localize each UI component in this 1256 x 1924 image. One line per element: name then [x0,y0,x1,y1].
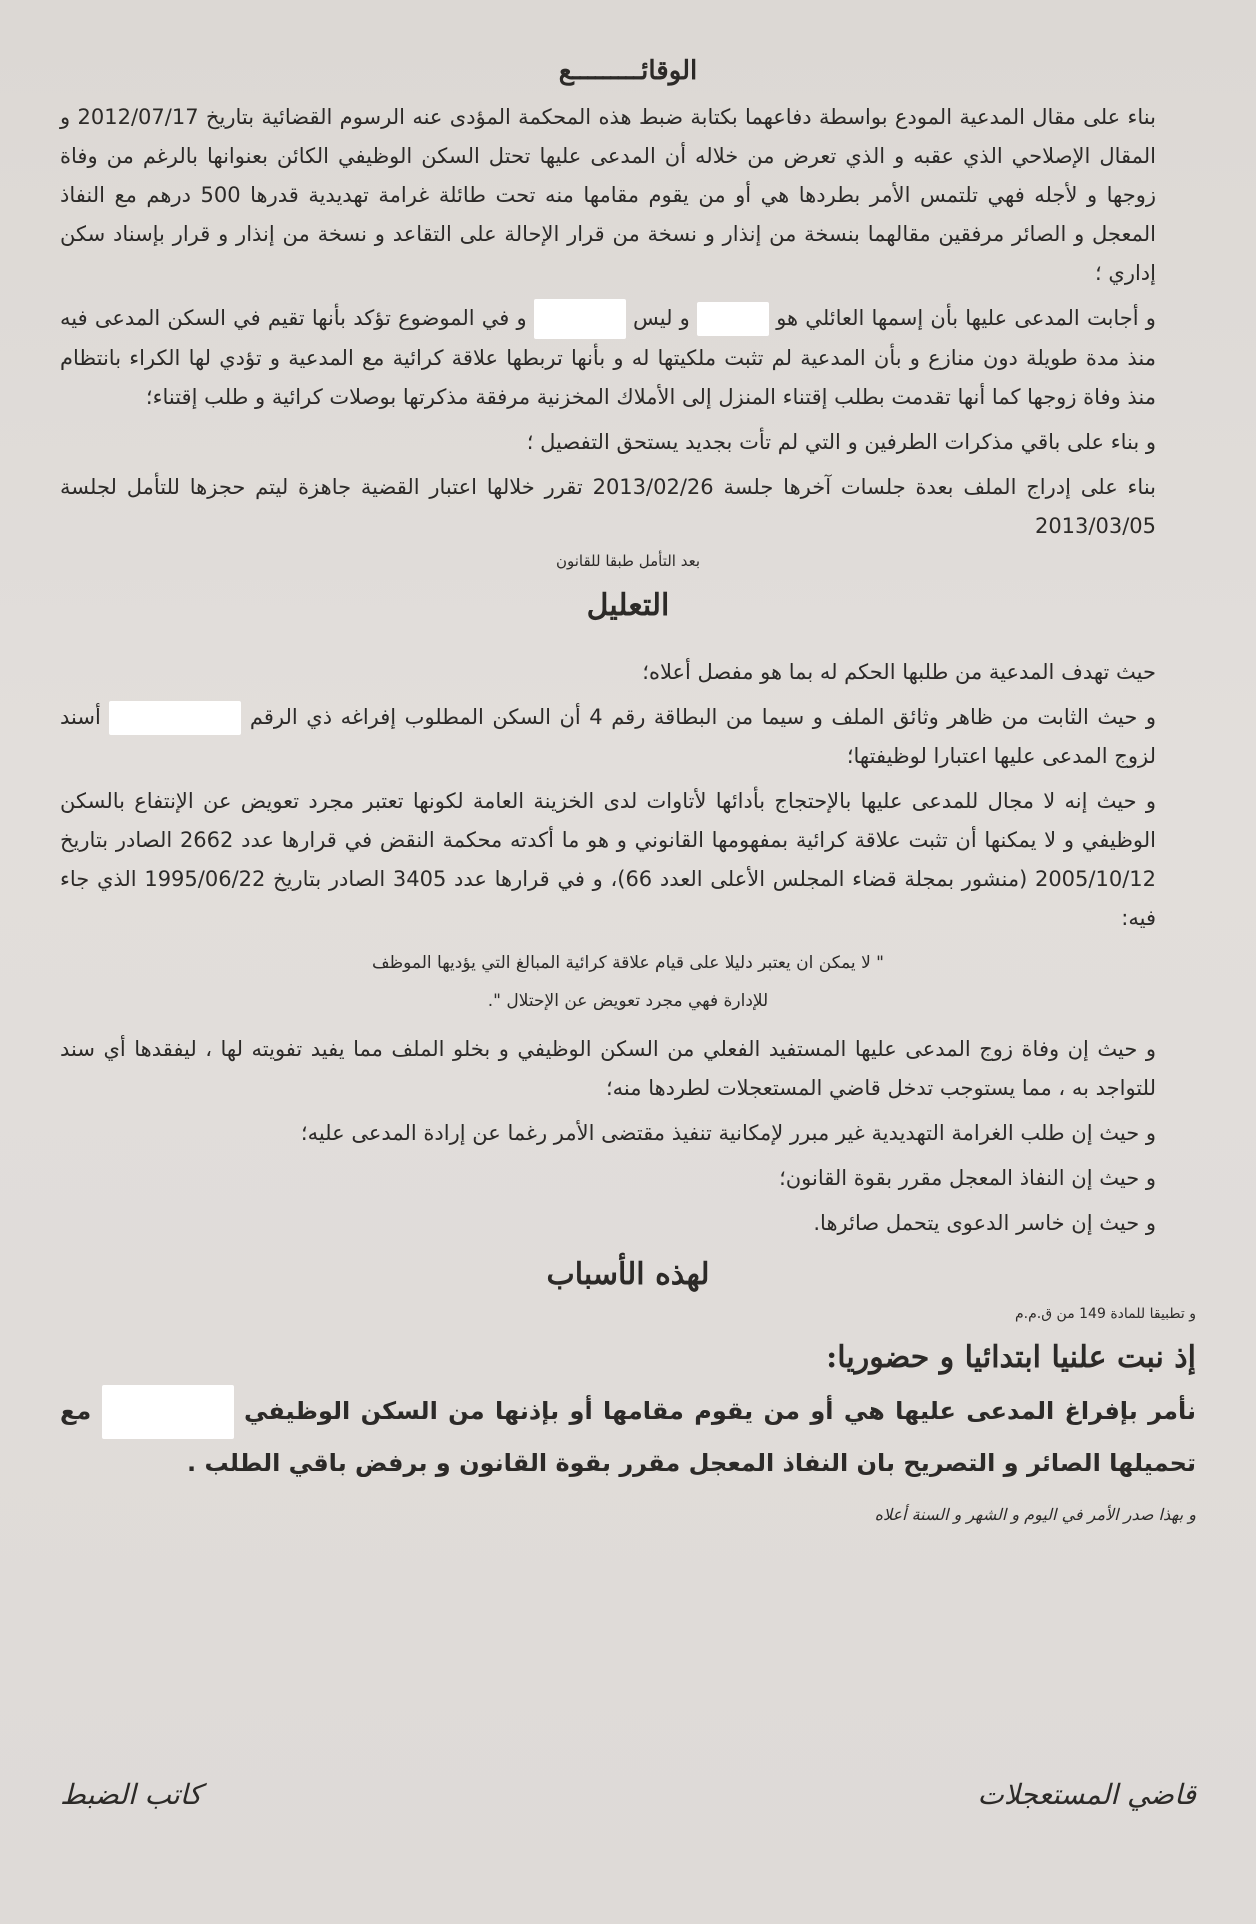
deliberation-note: بعد التأمل طبقا للقانون [555,552,701,570]
redacted-name [697,302,769,336]
facts-heading: الوقائـــــــــع [558,56,698,86]
facts-paragraph-2 [60,299,1196,417]
article-note: و تطبيقا للمادة 149 من ق.م.م [1014,1306,1196,1322]
reasoning-paragraph-6: و حيث إن النفاذ المعجل مقرر بقوة القانون؛ [779,1166,1156,1190]
reasoning-paragraph-2-end: أسند لزوج المدعى عليها اعتبارا لوظيفتها؛ [60,705,1156,768]
reasoning-heading: التعليل [586,588,670,623]
facts-paragraph-1: بناء على مقال المدعية المودع بواسطة دفاعهما بكتابة ضبط هذه المحكمة المؤدى عنه الرسوم القضائية بتاريخ 2012/07/17 و المقال الإصلاحي الذي عقبه و الذي تعرض من خلاله أن المدعى عليها تحتل السكن الوظيفي الكائن بعنوانها بالرغم من وفاة زوجها و لأجله فهي تلتمس الأمر بطردها هي أو من يقوم مقامها منه تحت طائلة غرامة تهديدية قدرها 500 درهم مع النفاذ المعجل و الصائر مرفقين مقالهما بنسخة من إنذار و نسخة من قرار الإحالة على التقاعد و نسخة من إنذار و قرار بإسناد سكن إداري ؛ [60,105,1157,285]
facts-paragraph-2-start: و أجابت المدعى عليها بأن إسمها العائلي هو [776,306,1156,330]
reasoning-paragraph-1: حيث تهدف المدعية من طلبها الحكم له بما هو مفصل أعلاه؛ [642,660,1156,684]
ruling-text-start: نأمر بإفراغ المدعى عليها هي أو من يقوم مقامها أو بإذنها من السكن الوظيفي [243,1397,1196,1425]
redacted-address [102,1385,234,1439]
judge-signature: قاضي المستعجلات [977,1778,1196,1811]
ruling-text [60,1385,1196,1487]
quote-line: " لا يمكن ان يعتبر دليلا على قيام علاقة كرائية المبالغ التي يؤديها الموظف [371,953,884,973]
redacted-number [109,701,241,735]
quote-line: للإدارة فهي مجرد تعويض عن الإحتلال ". [487,991,769,1011]
reasoning-paragraph-5: و حيث إن طلب الغرامة التهديدية غير مبرر لإمكانية تنفيذ مقتضى الأمر رغما عن إرادة المدعى عليه؛ [300,1121,1156,1145]
ruling-text-end: مع تحميلها الصائر و التصريح بان النفاذ المعجل مقرر بقوة القانون و برفض باقي الطلب . [60,1397,1196,1477]
quoted-ruling [60,944,1196,1020]
facts-paragraph-2-end: و في الموضوع تؤكد بأنها تقيم في السكن المدعى فيه منذ مدة طويلة دون منازع و بأن المدعية لم تثبت ملكيتها له و بأنها تربطها علاقة كرائية مع المدعية و تؤدي لها الكراء بانتظام منذ وفاة زوجها كما أنها تقدمت بطلب إقتناء المنزل إلى الأملاك المخزنية مرفقة مذكرتها بوصلات كرائية و طلب إقتناء؛ [60,306,1156,409]
redacted-name [534,299,626,339]
facts-paragraph-2-middle: و ليس [632,306,690,330]
reasoning-paragraph-4: و حيث إن وفاة زوج المدعى عليها المستفيد الفعلي من السكن الوظيفي و بخلو الملف مما يفيد تفويته لها ، ليفقدها أي سند للتواجد به ، مما يستوجب تدخل قاضي المستعجلات لطردها منه؛ [60,1037,1156,1100]
closing-statement: و بهذا صدر الأمر في اليوم و الشهر و السنة أعلاه [874,1505,1196,1524]
reasoning-paragraph-2 [60,698,1196,776]
clerk-signature: كاتب الضبط [60,1778,202,1811]
reasoning-paragraph-2-start: و حيث الثابت من ظاهر وثائق الملف و سيما من البطاقة رقم 4 أن السكن المطلوب إفراغه ذي الرقم [249,705,1156,729]
reasons-heading: لهذه الأسباب [546,1257,710,1292]
ruling-heading: إذ نبت علنيا ابتدائيا و حضوريا: [826,1340,1196,1375]
reasoning-paragraph-3: و حيث إنه لا مجال للمدعى عليها بالإحتجاج بأدائها لأتاوات لدى الخزينة العامة لكونها تعتبر مجرد تعويض عن الإنتفاع بالسكن الوظيفي و لا يمكنها أن تثبت علاقة كرائية بمفهومها القانوني و هو ما أكدته محكمة النقض في قرارها عدد 2662 الصادر بتاريخ 2005/10/12 (منشور بمجلة قضاء المجلس الأعلى العدد 66)، و في قرارها عدد 3405 الصادر بتاريخ 1995/06/22 الذي جاء فيه: [60,789,1156,930]
facts-paragraph-3: و بناء على باقي مذكرات الطرفين و التي لم تأت بجديد يستحق التفصيل ؛ [526,430,1156,454]
signatures [60,1778,1196,1811]
facts-paragraph-4: بناء على إدراج الملف بعدة جلسات آخرها جلسة 2013/02/26 تقرر خلالها اعتبار القضية جاهزة ليتم حجزها للتأمل لجلسة 2013/03/05 [60,475,1156,538]
reasoning-paragraph-7: و حيث إن خاسر الدعوى يتحمل صائرها. [813,1211,1156,1235]
